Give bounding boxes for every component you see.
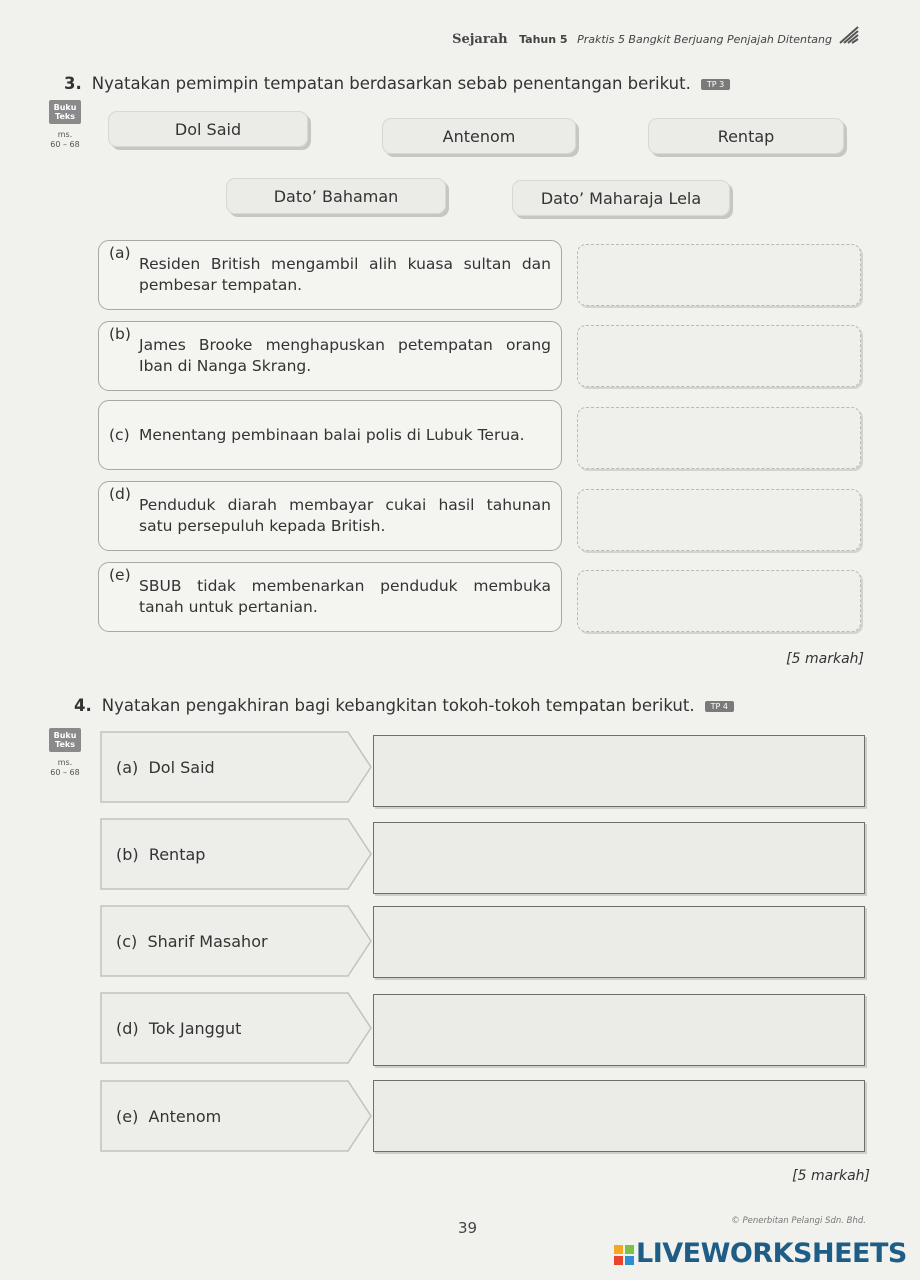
- option-pill[interactable]: Rentap: [648, 118, 844, 154]
- item-label: (a): [109, 244, 131, 262]
- answer-input-box[interactable]: [373, 1080, 865, 1152]
- statement-row: [98, 481, 562, 551]
- item-text: Residen British mengambil alih kuasa sultan dan pembesar tempatan.: [139, 255, 551, 294]
- marks-label: [786, 651, 864, 667]
- question-text: Nyatakan pengakhiran bagi kebangkitan tokoh-tokoh tempatan berikut.: [101, 696, 695, 715]
- item-text: Menentang pembinaan balai polis di Lubuk Terua.: [139, 425, 525, 444]
- answer-input-box[interactable]: [373, 822, 865, 894]
- option-pill[interactable]: Dol Said: [108, 111, 308, 147]
- textbook-pages: ms. 60 – 68: [50, 758, 80, 777]
- item-label: (d): [116, 1018, 139, 1038]
- answer-drop-box[interactable]: [577, 407, 861, 469]
- statement-row: [98, 562, 562, 632]
- statement-row: [98, 240, 562, 310]
- answer-drop-box[interactable]: [577, 570, 861, 632]
- page-header: [452, 32, 832, 47]
- item-label: (c): [109, 425, 130, 444]
- chapter-title: Praktis 5 Bangkit Berjuang Penjajah Ditentang: [577, 33, 832, 46]
- subject-label: Sejarah: [452, 32, 508, 47]
- figure-arrow: [100, 818, 372, 890]
- answer-input-box[interactable]: [373, 906, 865, 978]
- item-text: SBUB tidak membenarkan penduduk membuka tanah untuk pertanian.: [139, 577, 551, 616]
- item-label: (a): [116, 757, 139, 777]
- option-pill[interactable]: Dato’ Maharaja Lela: [512, 180, 730, 216]
- copyright-text: © Penerbitan Pelangi Sdn. Bhd.: [731, 1216, 866, 1226]
- question-3-title: [64, 74, 730, 93]
- page-number: 39: [458, 1219, 478, 1237]
- item-label: (c): [116, 931, 138, 951]
- liveworksheets-brand[interactable]: LIVEWORKSHEETS: [636, 1238, 907, 1269]
- year-label: Tahun 5: [519, 33, 568, 46]
- item-text: Dol Said: [148, 757, 215, 777]
- item-text: Tok Janggut: [148, 1018, 242, 1038]
- textbook-tag: Buku Teks: [49, 728, 81, 752]
- item-text: Rentap: [148, 844, 206, 864]
- answer-input-box[interactable]: [373, 735, 865, 807]
- marks-text: [5 markah]: [792, 1168, 870, 1184]
- marks-text: [5 markah]: [786, 651, 864, 667]
- item-label: (b): [116, 844, 139, 864]
- item-label: (e): [116, 1106, 139, 1126]
- item-text: James Brooke menghapuskan petempatan orang Iban di Nanga Skrang.: [139, 336, 551, 375]
- question-number: 4.: [74, 696, 92, 715]
- statement-row: [98, 400, 562, 470]
- option-pill[interactable]: Dato’ Bahaman: [226, 178, 446, 214]
- figure-arrow: [100, 992, 372, 1064]
- figure-arrow: [100, 1080, 372, 1152]
- item-label: (e): [109, 566, 131, 584]
- marks-label: [792, 1168, 870, 1184]
- figure-arrow: [100, 905, 372, 977]
- tp-badge: TP 4: [705, 701, 734, 712]
- item-text: Sharif Masahor: [147, 931, 268, 951]
- item-text: Penduduk diarah membayar cukai hasil tahunan satu persepuluh kepada British.: [139, 496, 551, 535]
- figure-arrow: [100, 731, 372, 803]
- option-pill[interactable]: Antenom: [382, 118, 576, 154]
- answer-drop-box[interactable]: [577, 325, 861, 387]
- item-label: (d): [109, 485, 131, 503]
- textbook-reference: [44, 100, 86, 150]
- textbook-pages: ms. 60 – 68: [50, 130, 80, 149]
- signal-bars-icon: [838, 23, 860, 45]
- question-4-title: [74, 696, 734, 715]
- textbook-reference: [44, 728, 86, 778]
- question-number: 3.: [64, 74, 82, 93]
- item-label: (b): [109, 325, 131, 343]
- statement-row: [98, 321, 562, 391]
- tp-badge: TP 3: [701, 79, 730, 90]
- liveworksheets-logo-icon: [614, 1245, 634, 1265]
- textbook-tag: Buku Teks: [49, 100, 81, 124]
- item-text: Antenom: [148, 1106, 222, 1126]
- answer-drop-box[interactable]: [577, 489, 861, 551]
- question-text: Nyatakan pemimpin tempatan berdasarkan sebab penentangan berikut.: [91, 74, 691, 93]
- answer-drop-box[interactable]: [577, 244, 861, 306]
- answer-input-box[interactable]: [373, 994, 865, 1066]
